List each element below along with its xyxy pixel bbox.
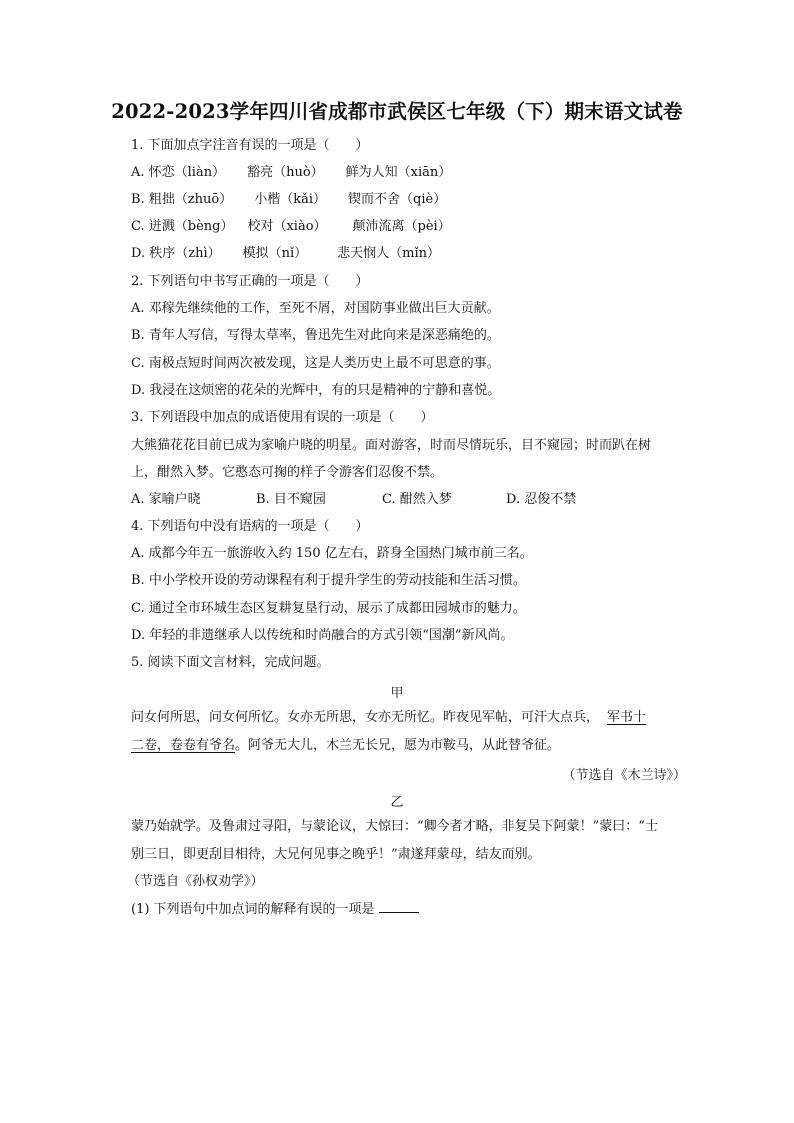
q3-option-d: D. 忍俊不禁 bbox=[506, 492, 577, 507]
exam-title: 2022-2023学年四川省成都市武侯区七年级（下）期末语文试卷 bbox=[111, 100, 683, 123]
q2-option-c: C. 南极点短时间两次被发现，这是人类历史上最不可思意的事。 bbox=[131, 356, 500, 371]
q1-option-c bbox=[131, 218, 451, 236]
passage-jia-label: 甲 bbox=[390, 686, 404, 701]
jia-source: （节选自《木兰诗》） bbox=[562, 768, 686, 783]
q5-stem: 5. 阅读下面文言材料，完成问题。 bbox=[131, 655, 330, 670]
q4-option-c: C. 通过全市环城生态区复耕复垦行动，展示了成都田园城市的魅力。 bbox=[131, 601, 526, 616]
q2-option-d: D. 我浸在这烦密的花朵的光辉中，有的只是精神的宁静和喜悦。 bbox=[131, 383, 501, 398]
q1-option-b bbox=[131, 191, 446, 209]
passage-yi-label: 乙 bbox=[390, 795, 404, 810]
q1-option-a bbox=[131, 164, 451, 182]
passage-yi-line1: 蒙乃始就学。及鲁肃过寻阳，与蒙论议，大惊曰：“卿今者才略，非复吴下阿蒙！”蒙曰：“士 bbox=[131, 819, 658, 834]
q1-a-word2: 豁亮（huò） bbox=[247, 165, 324, 180]
q2-option-a: A. 邓稼先继续他的工作，至死不屑，对国防事业做出巨大贡献。 bbox=[131, 301, 500, 316]
q4-option-d: D. 年轻的非遗继承人以传统和时尚融合的方式引领“国潮”新风尚。 bbox=[131, 628, 514, 643]
q3-passage-line2: 上，酣然入梦。它憨态可掬的样子令游客们忍俊不禁。 bbox=[131, 465, 444, 480]
passage-yi-line2: 别三日，即更刮目相待，大兄何见事之晚乎！”肃遂拜蒙母，结友而别。 bbox=[131, 847, 541, 862]
q1-c-word1: C. 迸溅（bèng） bbox=[131, 219, 234, 234]
q1-d-word2: 模拟（nǐ） bbox=[242, 246, 308, 261]
q3-option-c: C. 酣然入梦 bbox=[382, 492, 452, 507]
q4-option-b: B. 中小学校开设的劳动课程有利于提升学生的劳动技能和生活习惯。 bbox=[131, 573, 526, 588]
q1-b-word1: B. 粗拙（zhuō） bbox=[131, 192, 233, 207]
answer-blank[interactable] bbox=[379, 900, 419, 913]
q1-stem: 1. 下面加点字注音有误的一项是（ ） bbox=[131, 138, 369, 153]
q1-c-word2: 校对（xiào） bbox=[247, 219, 327, 234]
q3-stem: 3. 下列语段中加点的成语使用有误的一项是（ ） bbox=[131, 410, 434, 425]
q3-option-b: B. 目不窥园 bbox=[256, 492, 326, 507]
q1-b-word2: 小楷（kǎi） bbox=[254, 192, 327, 207]
q5-sub1 bbox=[131, 900, 419, 919]
q4-stem: 4. 下列语句中没有语病的一项是（ ） bbox=[131, 519, 369, 534]
q1-b-word3: 锲而不舍（qiè） bbox=[348, 192, 447, 207]
q4-option-a: A. 成都今年五一旅游收入约 150 亿左右，跻身全国热门城市前三名。 bbox=[131, 546, 533, 561]
jia-line1-text: 问女何所思，问女何所忆。女亦无所思，女亦无所忆。昨夜见军帖，可汗大点兵， bbox=[131, 710, 600, 725]
jia-line2-text: 。阿爷无大儿，木兰无长兄，愿为市鞍马，从此替爷征。 bbox=[235, 738, 561, 753]
q5-sub1-text: (1) 下列语句中加点词的解释有误的一项是 bbox=[131, 902, 375, 917]
q1-d-word3: 悲天悯人（mǐn） bbox=[337, 246, 440, 261]
q1-a-word1: A. 怀恋（liàn） bbox=[131, 165, 226, 180]
jia-line1-underlined: 军书十 bbox=[607, 710, 647, 725]
q3-options bbox=[131, 491, 576, 509]
q1-d-word1: D. 秩序（zhì） bbox=[131, 246, 221, 261]
q2-stem: 2. 下列语句中书写正确的一项是（ ） bbox=[131, 274, 369, 289]
jia-line2-underlined: 二卷，卷卷有爷名 bbox=[131, 738, 236, 753]
q1-a-word3: 鲜为人知（xiān） bbox=[345, 165, 452, 180]
q3-passage-line1: 大熊猫花花目前已成为家喻户晓的明星。面对游客，时而尽情玩乐，目不窥园；时而趴在树 bbox=[131, 438, 652, 453]
q1-option-d bbox=[131, 245, 440, 263]
q1-c-word3: 颠沛流离（pèi） bbox=[352, 219, 451, 234]
q3-option-a: A. 家喻户晓 bbox=[131, 492, 201, 507]
q2-option-b: B. 青年人写信，写得太草率，鲁迅先生对此向来是深恶痛绝的。 bbox=[131, 328, 500, 343]
passage-jia-line2 bbox=[131, 737, 560, 755]
passage-jia-line1 bbox=[131, 709, 646, 727]
yi-source: （节选自《孙权劝学》） bbox=[127, 874, 264, 889]
